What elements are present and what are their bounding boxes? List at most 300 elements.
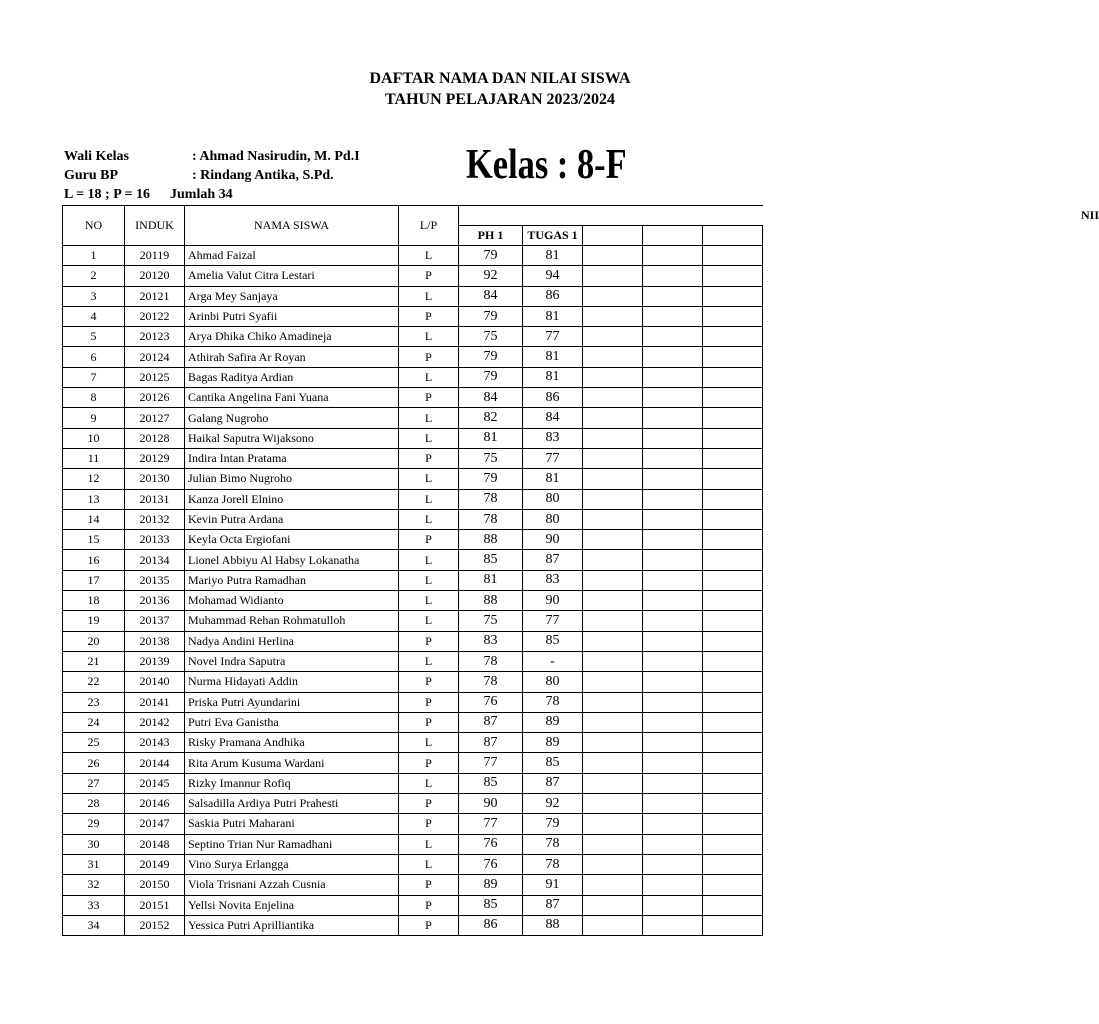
gender-count: L = 18 ; P = 16	[64, 187, 150, 202]
header-no: NO	[63, 206, 125, 246]
cell-ph1: 78	[459, 489, 523, 509]
cell-empty	[583, 733, 643, 753]
cell-empty	[703, 388, 763, 408]
cell-tugas1: 87	[523, 773, 583, 793]
cell-no: 18	[63, 591, 125, 611]
cell-lp: P	[399, 388, 459, 408]
cell-nama-siswa: Priska Putri Ayundarini	[185, 692, 399, 712]
cell-ph1: 87	[459, 733, 523, 753]
cell-empty	[703, 286, 763, 306]
table-row	[63, 672, 763, 692]
cell-ph1: 88	[459, 530, 523, 550]
cell-empty	[643, 794, 703, 814]
cell-lp: P	[399, 915, 459, 935]
cell-empty	[583, 611, 643, 631]
header-ph1: PH 1	[459, 226, 523, 246]
table-row	[63, 428, 763, 448]
cell-empty	[643, 367, 703, 387]
cell-empty	[703, 367, 763, 387]
cell-ph1: 79	[459, 246, 523, 266]
cell-empty	[583, 570, 643, 590]
cell-empty	[703, 327, 763, 347]
cell-empty	[703, 489, 763, 509]
cell-lp: L	[399, 591, 459, 611]
cell-empty	[583, 672, 643, 692]
cell-empty	[643, 266, 703, 286]
cell-induk: 20130	[125, 469, 185, 489]
cell-induk: 20150	[125, 875, 185, 895]
cell-no: 17	[63, 570, 125, 590]
cell-induk: 20144	[125, 753, 185, 773]
table-row	[63, 306, 763, 326]
cell-nama-siswa: Kevin Putra Ardana	[185, 509, 399, 529]
cell-lp: L	[399, 327, 459, 347]
cell-induk: 20147	[125, 814, 185, 834]
cell-induk: 20142	[125, 712, 185, 732]
cell-empty	[703, 692, 763, 712]
cell-ph1: 84	[459, 388, 523, 408]
cell-empty	[643, 651, 703, 671]
cell-tugas1: 94	[523, 266, 583, 286]
cell-lp: L	[399, 509, 459, 529]
table-row	[63, 733, 763, 753]
cell-empty	[703, 469, 763, 489]
cell-nama-siswa: Viola Trisnani Azzah Cusnia	[185, 875, 399, 895]
class-label: Kelas : 8-F	[466, 142, 627, 188]
cell-lp: P	[399, 814, 459, 834]
cell-empty	[643, 469, 703, 489]
cell-tugas1: 84	[523, 408, 583, 428]
table-row	[63, 246, 763, 266]
cell-nama-siswa: Muhammad Rehan Rohmatulloh	[185, 611, 399, 631]
cell-nama-siswa: Kanza Jorell Elnino	[185, 489, 399, 509]
cell-nama-siswa: Arya Dhika Chiko Amadineja	[185, 327, 399, 347]
table-row	[63, 489, 763, 509]
cell-tugas1: 92	[523, 794, 583, 814]
cell-induk: 20129	[125, 448, 185, 468]
cell-no: 19	[63, 611, 125, 631]
cell-no: 13	[63, 489, 125, 509]
cell-tugas1: 78	[523, 854, 583, 874]
table-row	[63, 530, 763, 550]
cell-empty	[583, 773, 643, 793]
cell-lp: L	[399, 854, 459, 874]
cell-empty	[703, 266, 763, 286]
cell-no: 30	[63, 834, 125, 854]
cell-no: 12	[63, 469, 125, 489]
cell-empty	[583, 834, 643, 854]
table-row	[63, 895, 763, 915]
cell-no: 20	[63, 631, 125, 651]
academic-year-title: TAHUN PELAJARAN 2023/2024	[385, 91, 615, 108]
cell-no: 32	[63, 875, 125, 895]
cell-empty	[703, 672, 763, 692]
cell-induk: 20121	[125, 286, 185, 306]
cell-induk: 20139	[125, 651, 185, 671]
cell-empty	[643, 834, 703, 854]
cell-induk: 20146	[125, 794, 185, 814]
cell-empty	[703, 591, 763, 611]
table-row	[63, 469, 763, 489]
cell-no: 23	[63, 692, 125, 712]
cell-lp: P	[399, 266, 459, 286]
cell-induk: 20140	[125, 672, 185, 692]
cell-no: 26	[63, 753, 125, 773]
cell-empty	[583, 651, 643, 671]
cell-nama-siswa: Amelia Valut Citra Lestari	[185, 266, 399, 286]
cell-lp: P	[399, 895, 459, 915]
cell-empty	[643, 530, 703, 550]
cell-induk: 20141	[125, 692, 185, 712]
cell-empty	[583, 306, 643, 326]
cell-empty	[583, 915, 643, 935]
cell-induk: 20124	[125, 347, 185, 367]
cell-empty	[583, 266, 643, 286]
cell-induk: 20138	[125, 631, 185, 651]
cell-lp: L	[399, 570, 459, 590]
cell-empty	[643, 854, 703, 874]
cell-ph1: 87	[459, 712, 523, 732]
cell-tugas1: 85	[523, 753, 583, 773]
cell-lp: P	[399, 306, 459, 326]
cell-empty	[643, 773, 703, 793]
cell-empty	[583, 489, 643, 509]
cell-empty	[703, 428, 763, 448]
cell-empty	[643, 895, 703, 915]
cell-no: 3	[63, 286, 125, 306]
cell-tugas1: 89	[523, 712, 583, 732]
table-row	[63, 712, 763, 732]
guru-bp-label: Guru BP	[64, 168, 119, 183]
cell-lp: L	[399, 286, 459, 306]
cell-lp: P	[399, 347, 459, 367]
cell-lp: P	[399, 631, 459, 651]
cell-empty	[643, 428, 703, 448]
cell-tugas1: 77	[523, 611, 583, 631]
cell-empty	[703, 408, 763, 428]
cell-no: 22	[63, 672, 125, 692]
cell-tugas1: 81	[523, 246, 583, 266]
student-table-container	[62, 205, 1099, 936]
cell-induk: 20136	[125, 591, 185, 611]
cell-empty	[703, 530, 763, 550]
cell-empty	[703, 753, 763, 773]
cell-tugas1: 80	[523, 672, 583, 692]
cell-tugas1: 88	[523, 915, 583, 935]
cell-empty	[703, 611, 763, 631]
cell-empty	[703, 915, 763, 935]
cell-ph1: 92	[459, 266, 523, 286]
cell-tugas1: 81	[523, 367, 583, 387]
cell-tugas1: 90	[523, 530, 583, 550]
cell-nama-siswa: Salsadilla Ardiya Putri Prahesti	[185, 794, 399, 814]
cell-empty	[643, 611, 703, 631]
cell-induk: 20134	[125, 550, 185, 570]
cell-empty	[583, 448, 643, 468]
cell-nama-siswa: Nurma Hidayati Addin	[185, 672, 399, 692]
cell-no: 7	[63, 367, 125, 387]
cell-induk: 20133	[125, 530, 185, 550]
cell-tugas1: 77	[523, 448, 583, 468]
guru-bp-value: : Rindang Antika, S.Pd.	[192, 168, 334, 183]
cell-nama-siswa: Rizky Imannur Rofiq	[185, 773, 399, 793]
cell-nama-siswa: Saskia Putri Maharani	[185, 814, 399, 834]
cell-lp: L	[399, 651, 459, 671]
cell-empty	[703, 651, 763, 671]
table-row	[63, 388, 763, 408]
cell-empty	[643, 672, 703, 692]
cell-empty	[583, 794, 643, 814]
table-row	[63, 773, 763, 793]
cell-lp: L	[399, 773, 459, 793]
cell-induk: 20122	[125, 306, 185, 326]
cell-induk: 20149	[125, 854, 185, 874]
table-row	[63, 834, 763, 854]
cell-empty	[583, 327, 643, 347]
cell-empty	[703, 773, 763, 793]
cell-tugas1: 86	[523, 388, 583, 408]
cell-empty	[643, 509, 703, 529]
cell-empty	[583, 408, 643, 428]
cell-empty	[643, 489, 703, 509]
cell-lp: L	[399, 611, 459, 631]
cell-empty	[643, 915, 703, 935]
cell-lp: L	[399, 367, 459, 387]
cell-lp: L	[399, 246, 459, 266]
cell-no: 8	[63, 388, 125, 408]
cell-no: 1	[63, 246, 125, 266]
cell-nama-siswa: Yessica Putri Aprilliantika	[185, 915, 399, 935]
cell-no: 16	[63, 550, 125, 570]
cell-induk: 20135	[125, 570, 185, 590]
cell-induk: 20151	[125, 895, 185, 915]
cell-ph1: 89	[459, 875, 523, 895]
cell-empty	[643, 631, 703, 651]
cell-ph1: 78	[459, 651, 523, 671]
cell-ph1: 75	[459, 448, 523, 468]
cell-empty	[703, 246, 763, 266]
wali-kelas-label: Wali Kelas	[64, 149, 129, 164]
cell-no: 33	[63, 895, 125, 915]
cell-empty	[583, 286, 643, 306]
cell-nama-siswa: Mariyo Putra Ramadhan	[185, 570, 399, 590]
cell-ph1: 77	[459, 814, 523, 834]
cell-empty	[583, 753, 643, 773]
cell-nama-siswa: Athirah Safira Ar Royan	[185, 347, 399, 367]
table-row	[63, 631, 763, 651]
table-row	[63, 408, 763, 428]
cell-ph1: 76	[459, 834, 523, 854]
cell-lp: L	[399, 550, 459, 570]
cell-empty	[643, 448, 703, 468]
cell-no: 21	[63, 651, 125, 671]
cell-empty	[583, 428, 643, 448]
cell-no: 28	[63, 794, 125, 814]
cell-empty	[703, 814, 763, 834]
cell-no: 4	[63, 306, 125, 326]
cell-empty	[703, 834, 763, 854]
cell-induk: 20145	[125, 773, 185, 793]
cell-tugas1: 80	[523, 509, 583, 529]
cell-empty	[583, 875, 643, 895]
cell-empty	[703, 712, 763, 732]
cell-nama-siswa: Keyla Octa Ergiofani	[185, 530, 399, 550]
cell-empty	[643, 347, 703, 367]
cell-tugas1: 78	[523, 834, 583, 854]
table-row	[63, 692, 763, 712]
cell-ph1: 79	[459, 367, 523, 387]
cell-ph1: 79	[459, 347, 523, 367]
cell-induk: 20127	[125, 408, 185, 428]
cell-lp: P	[399, 794, 459, 814]
cell-ph1: 90	[459, 794, 523, 814]
cell-empty	[643, 591, 703, 611]
table-row	[63, 875, 763, 895]
cell-empty	[643, 712, 703, 732]
cell-empty	[703, 570, 763, 590]
cell-no: 24	[63, 712, 125, 732]
table-row	[63, 814, 763, 834]
cell-empty	[703, 448, 763, 468]
cell-nama-siswa: Galang Nugroho	[185, 408, 399, 428]
cell-induk: 20131	[125, 489, 185, 509]
cell-lp: P	[399, 753, 459, 773]
cell-ph1: 75	[459, 611, 523, 631]
cell-nama-siswa: Risky Pramana Andhika	[185, 733, 399, 753]
cell-no: 25	[63, 733, 125, 753]
cell-empty	[583, 895, 643, 915]
cell-empty	[703, 631, 763, 651]
cell-nama-siswa: Septino Trian Nur Ramadhani	[185, 834, 399, 854]
cell-lp: L	[399, 489, 459, 509]
table-row	[63, 266, 763, 286]
cell-ph1: 84	[459, 286, 523, 306]
table-row	[63, 509, 763, 529]
cell-induk: 20132	[125, 509, 185, 529]
cell-empty	[583, 631, 643, 651]
cell-ph1: 82	[459, 408, 523, 428]
cell-empty	[583, 814, 643, 834]
cell-nama-siswa: Mohamad Widianto	[185, 591, 399, 611]
cell-tugas1: 86	[523, 286, 583, 306]
table-row	[63, 570, 763, 590]
header-induk: INDUK	[125, 206, 185, 246]
cell-no: 5	[63, 327, 125, 347]
cell-empty	[583, 591, 643, 611]
cell-induk: 20137	[125, 611, 185, 631]
table-row	[63, 651, 763, 671]
cell-ph1: 79	[459, 306, 523, 326]
cell-no: 9	[63, 408, 125, 428]
cell-empty	[643, 814, 703, 834]
table-row	[63, 347, 763, 367]
cell-nama-siswa: Julian Bimo Nugroho	[185, 469, 399, 489]
cell-ph1: 85	[459, 550, 523, 570]
table-row	[63, 794, 763, 814]
cell-lp: P	[399, 692, 459, 712]
header-empty-1	[583, 226, 643, 246]
cell-lp: L	[399, 733, 459, 753]
cell-empty	[703, 509, 763, 529]
cell-empty	[583, 246, 643, 266]
table-row	[63, 448, 763, 468]
cell-induk: 20143	[125, 733, 185, 753]
cell-nama-siswa: Ahmad Faizal	[185, 246, 399, 266]
table-header-row	[63, 206, 763, 226]
cell-tugas1: 87	[523, 895, 583, 915]
cell-empty	[643, 306, 703, 326]
cell-nama-siswa: Lionel Abbiyu Al Habsy Lokanatha	[185, 550, 399, 570]
cell-empty	[703, 306, 763, 326]
cell-empty	[703, 733, 763, 753]
cell-empty	[703, 347, 763, 367]
student-total: Jumlah 34	[170, 187, 233, 202]
cell-empty	[643, 408, 703, 428]
cell-empty	[583, 712, 643, 732]
cell-induk: 20152	[125, 915, 185, 935]
cell-ph1: 76	[459, 692, 523, 712]
cell-ph1: 83	[459, 631, 523, 651]
cell-nama-siswa: Vino Surya Erlangga	[185, 854, 399, 874]
table-row	[63, 753, 763, 773]
cell-tugas1: -	[523, 651, 583, 671]
cell-empty	[583, 692, 643, 712]
header-lp: L/P	[399, 206, 459, 246]
cell-no: 29	[63, 814, 125, 834]
cell-empty	[643, 327, 703, 347]
cell-ph1: 85	[459, 895, 523, 915]
cell-no: 34	[63, 915, 125, 935]
cell-induk: 20126	[125, 388, 185, 408]
cell-empty	[643, 286, 703, 306]
cell-empty	[703, 550, 763, 570]
cell-empty	[583, 367, 643, 387]
cell-empty	[583, 530, 643, 550]
cell-nama-siswa: Nadya Andini Herlina	[185, 631, 399, 651]
cell-empty	[643, 692, 703, 712]
cell-nama-siswa: Yellsi Novita Enjelina	[185, 895, 399, 915]
cell-tugas1: 90	[523, 591, 583, 611]
cell-nama-siswa: Bagas Raditya Ardian	[185, 367, 399, 387]
cell-ph1: 75	[459, 327, 523, 347]
cell-ph1: 85	[459, 773, 523, 793]
table-row	[63, 611, 763, 631]
cell-empty	[703, 854, 763, 874]
cell-lp: P	[399, 875, 459, 895]
cell-empty	[643, 875, 703, 895]
cell-ph1: 78	[459, 672, 523, 692]
cell-empty	[643, 388, 703, 408]
header-tugas1: TUGAS 1	[523, 226, 583, 246]
cell-ph1: 76	[459, 854, 523, 874]
cell-no: 14	[63, 509, 125, 529]
cell-no: 31	[63, 854, 125, 874]
cell-nama-siswa: Haikal Saputra Wijaksono	[185, 428, 399, 448]
cell-ph1: 77	[459, 753, 523, 773]
cell-empty	[703, 794, 763, 814]
wali-kelas-value: : Ahmad Nasirudin, M. Pd.I	[192, 149, 360, 164]
cell-ph1: 88	[459, 591, 523, 611]
cell-empty	[643, 753, 703, 773]
cell-empty	[583, 469, 643, 489]
cell-induk: 20148	[125, 834, 185, 854]
cell-lp: L	[399, 428, 459, 448]
cell-induk: 20128	[125, 428, 185, 448]
cell-ph1: 81	[459, 428, 523, 448]
cell-ph1: 86	[459, 915, 523, 935]
cell-tugas1: 81	[523, 347, 583, 367]
table-row	[63, 367, 763, 387]
